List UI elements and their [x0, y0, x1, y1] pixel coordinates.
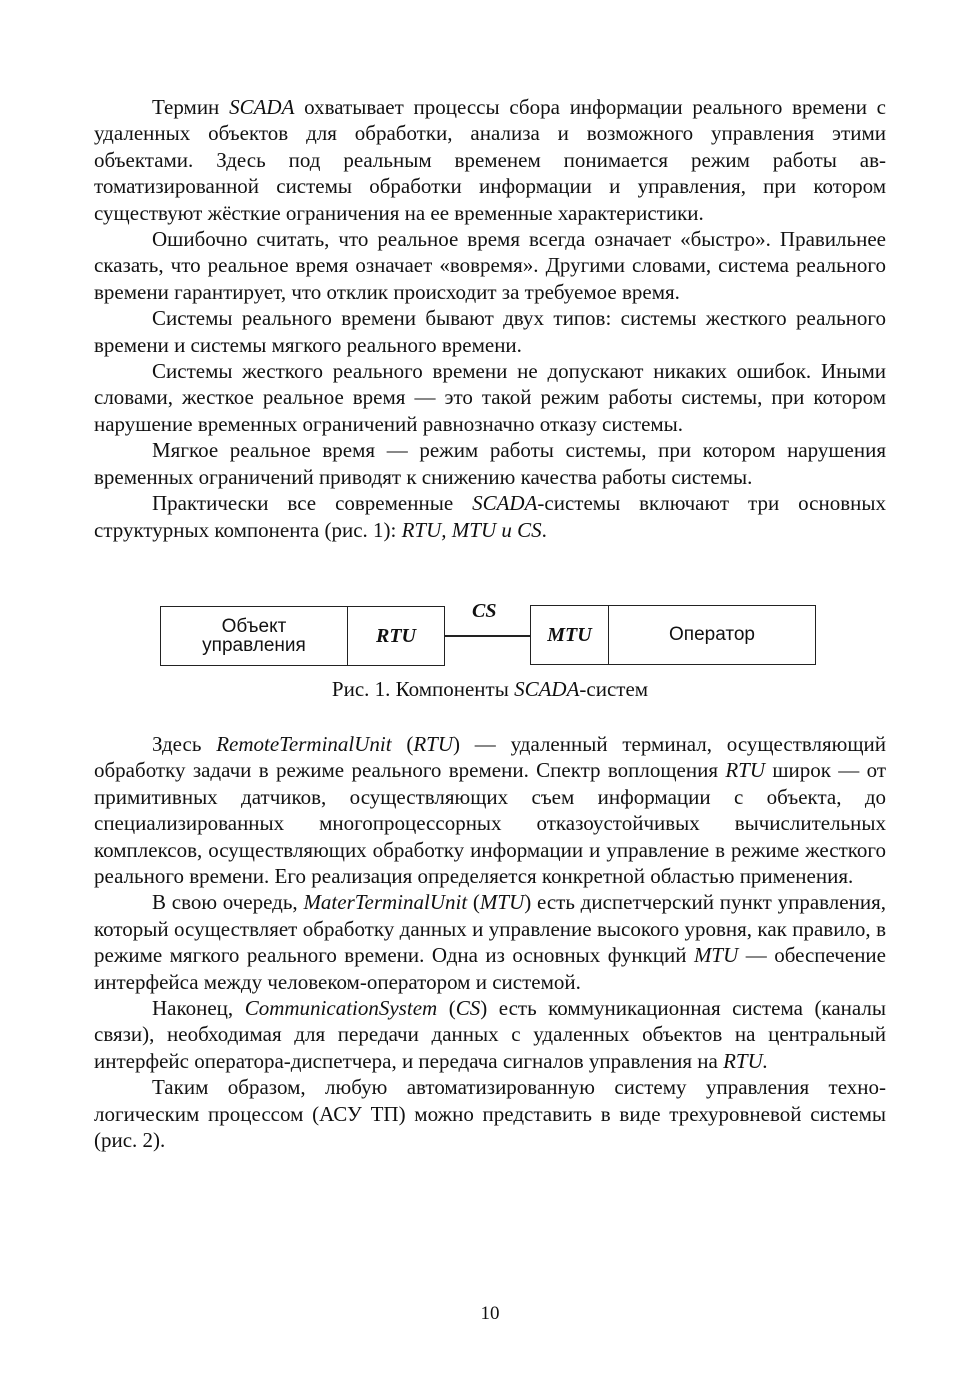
paragraph-realtime-types: Системы реального времени бывают двух типов: системы жесткого реального времени и системы мягкого реального времени.: [94, 306, 886, 357]
scada-components-diagram: [160, 598, 820, 670]
object-label-line1: Объект: [221, 616, 287, 637]
body-text-top: [94, 94, 886, 543]
rtu-box: RTU: [347, 606, 445, 666]
body-text-bottom: [94, 731, 886, 1154]
paragraph-three-level: Таким образом, любую автоматизированную систему управления технологическим процессом (АСУ ТП) можно представить в виде трехуровневой системы (рис. 2).: [94, 1075, 886, 1153]
paragraph-components-intro: Практически все современные SCADA-системы включают три основных структурных компонента (рис. 1): RTU, MTU и CS.: [94, 491, 886, 542]
paragraph-scada-definition: Термин SCADA охватывает процессы сбора информации реального времени с удаленных объектов для обработки, анализа и возможного управления этими объектами. Здесь под реальным временем понимается режим работы автоматизированной системы обработки информации и управления, при котором существуют жёсткие ограничения на ее временные характеристики.: [94, 95, 887, 225]
cs-label: CS: [472, 600, 497, 622]
operator-box: Оператор: [608, 605, 816, 665]
object-label-line2: управления: [202, 635, 306, 656]
paragraph-hard-realtime: Системы жесткого реального времени не допускают никаких ошибок. Иными словами, жесткое реальное время — это такой режим работы системы, при котором нарушение временных ограничений равнозначно отказу системы.: [94, 359, 886, 436]
object-box: [160, 606, 348, 666]
cs-connection-line: [445, 635, 530, 637]
paragraph-mtu: В свою очередь, MaterTerminalUnit (MTU) есть диспетчерский пункт управления, который осуществляет обработку данных и управление высокого уровня, как правило, в режиме мягкого реального времени. Одна из основных функций MTU — обеспечение интерфейса между человеком-оператором и системой.: [94, 890, 886, 994]
paragraph-realtime-meaning: Ошибочно считать, что реальное время всегда означает «быстро». Правильнее сказать, что реальное время означает «вовремя». Другими словами, система реального времени гарантирует, что отклик происходит за требуемое время.: [94, 227, 886, 304]
figure-caption: Рис. 1. Компоненты SCADA-систем: [331, 677, 649, 701]
page-number: 10: [480, 1303, 500, 1324]
paragraph-rtu: Здесь RemoteTerminalUnit (RTU) — удаленный терминал, осуществляющий обработку задачи в режиме реального времени. Спектр воплощения RTU широк — от примитивных датчиков, осуществляющих съем информации с объекта, до специализированных многопроцессорных отказоустойчивых вычислительных комплексов, осуществляющих обработку информации и управление в режиме жесткого реального времени. Его реализация определяется конкретной областью применения.: [94, 732, 886, 889]
paragraph-soft-realtime: Мягкое реальное время — режим работы системы, при котором нарушения временных ограничений приводят к снижению качества работы системы.: [94, 438, 886, 489]
mtu-box: MTU: [530, 605, 609, 665]
paragraph-cs: Наконец, CommunicationSystem (CS) есть коммуникационная система (каналы связи), необходимая для передачи данных с удаленных объектов на центральный интерфейс оператора-диспетчера, и передача сигналов управления на RTU.: [94, 996, 887, 1073]
